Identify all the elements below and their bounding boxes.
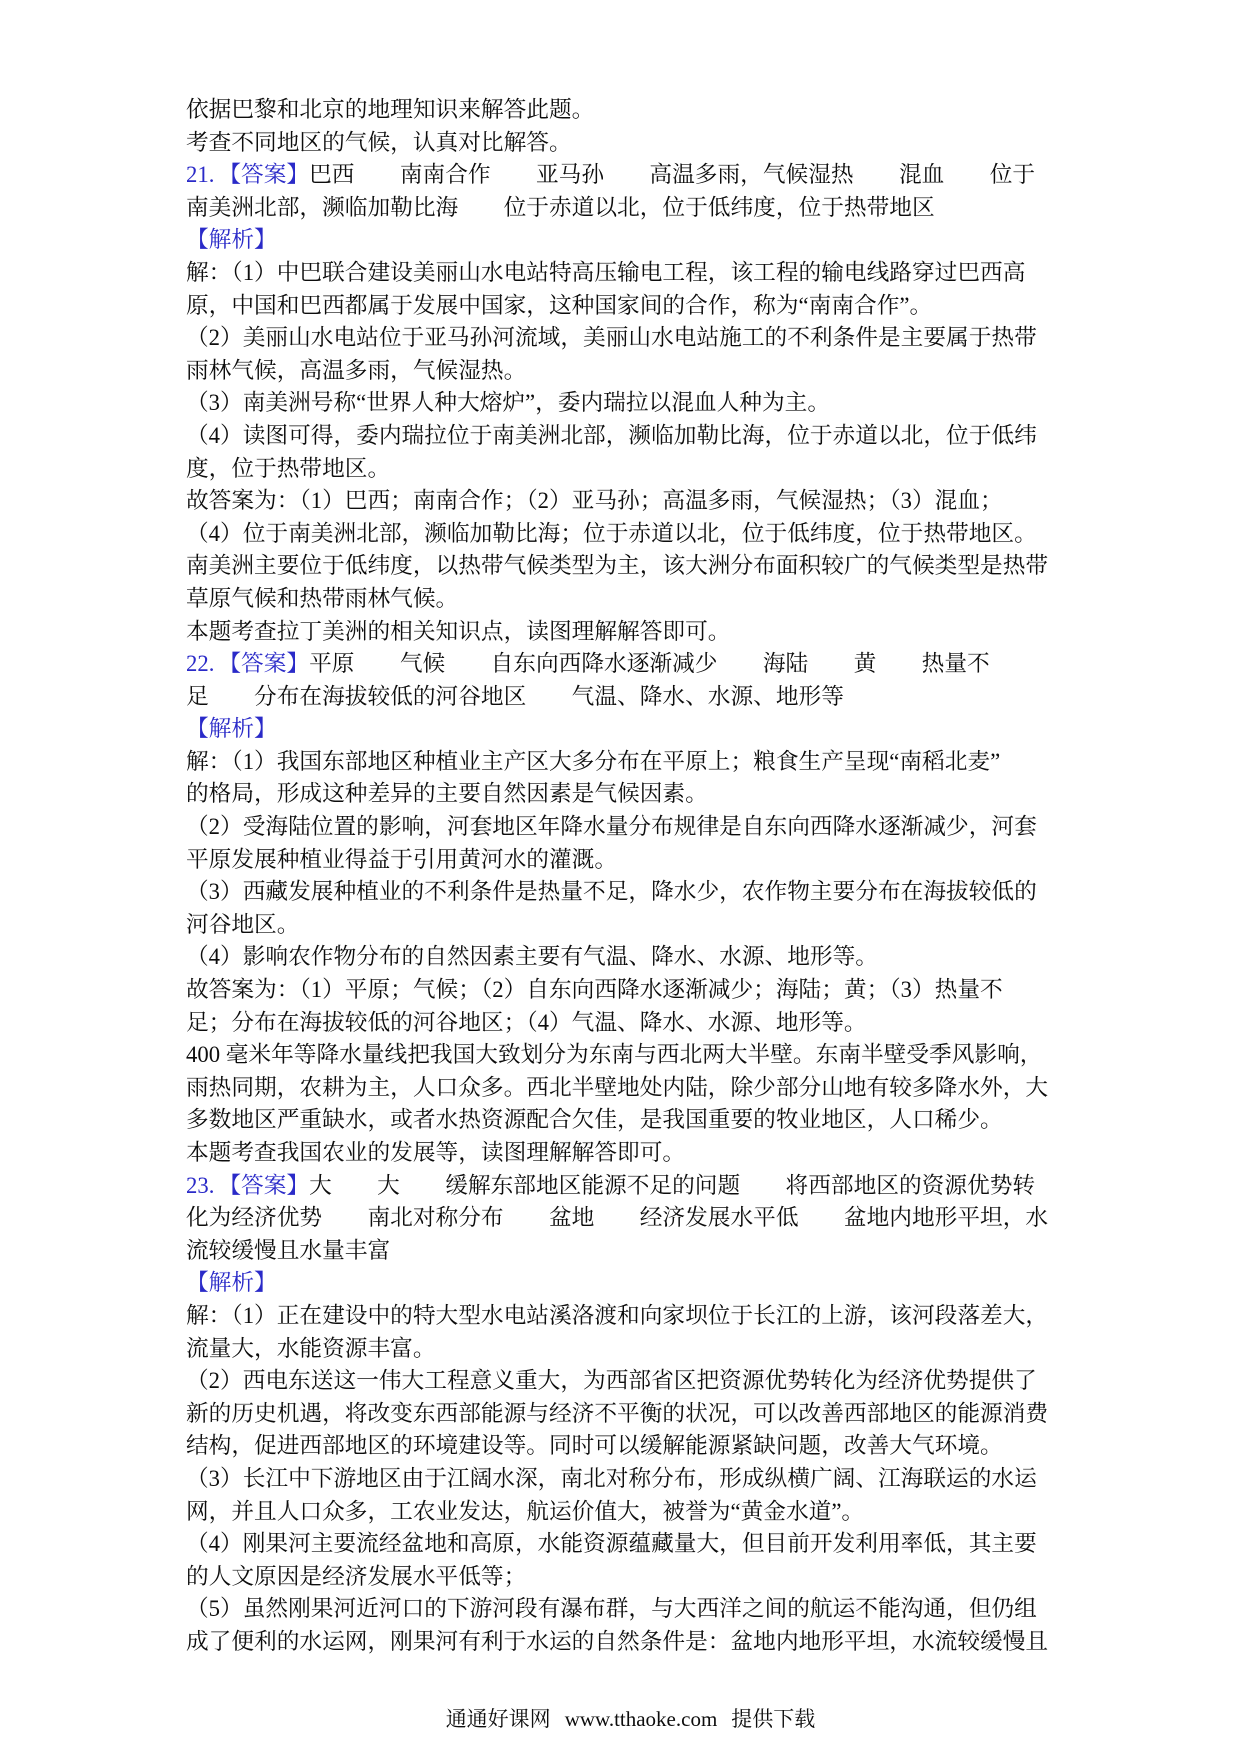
line-text: 流较缓慢且水量丰富 xyxy=(186,1237,391,1263)
answer-label: 【答案】 xyxy=(218,651,310,677)
question-number: 22. xyxy=(186,651,215,677)
line-text: 结构，促进西部地区的环境建设等。同时可以缓解能源紧缺问题，改善大气环境。 xyxy=(186,1433,1003,1459)
line-text: 平原发展种植业得益于引用黄河水的灌溉。 xyxy=(186,846,618,872)
line-text: （4）位于南美洲北部，濒临加勒比海；位于赤道以北，位于低纬度，位于热带地区。 xyxy=(186,520,1037,546)
line-text: 南美洲主要位于低纬度，以热带气候类型为主，该大洲分布面积较广的气候类型是热带 xyxy=(186,553,1049,579)
line-text: 巴西 南南合作 亚马孙 高温多雨，气候湿热 混血 位于 xyxy=(309,162,1036,188)
line-text: （3）西藏发展种植业的不利条件是热量不足，降水少，农作物主要分布在海拔较低的 xyxy=(186,879,1037,905)
line-text: （2）受海陆位置的影响，河套地区年降水量分布规律是自东向西降水逐渐减少，河套 xyxy=(186,814,1037,840)
page-footer xyxy=(186,1678,1054,1754)
analysis-heading xyxy=(186,713,1054,746)
text-line xyxy=(186,1072,1054,1105)
answer-label: 【答案】 xyxy=(218,1172,310,1198)
analysis-heading xyxy=(186,1267,1054,1300)
line-text: （4）影响农作物分布的自然因素主要有气温、降水、水源、地形等。 xyxy=(186,944,878,970)
line-text: 大 大 缓解东部地区能源不足的问题 将西部地区的资源优势转 xyxy=(309,1172,1036,1198)
text-line xyxy=(186,1626,1054,1659)
text-line xyxy=(186,974,1054,1007)
line-text: 本题考查我国农业的发展等，读图理解解答即可。 xyxy=(186,1140,686,1165)
line-text: 解：（1）正在建设中的特大型水电站溪洛渡和向家坝位于长江的上游，该河段落差大， xyxy=(186,1302,1049,1328)
text-line xyxy=(186,746,1054,779)
text-line xyxy=(186,778,1054,811)
text-line xyxy=(186,550,1054,583)
text-line xyxy=(186,453,1054,486)
text-line xyxy=(186,583,1054,616)
question-number: 23. xyxy=(186,1172,215,1198)
text-line xyxy=(186,322,1054,355)
text-line xyxy=(186,257,1054,290)
text-line xyxy=(186,681,1054,714)
line-text: 草原气候和热带雨林气候。 xyxy=(186,585,459,611)
line-text: 平原 气候 自东向西降水逐渐减少 海陆 黄 热量不 xyxy=(309,651,990,677)
line-text: 雨热同期，农耕为主，人口众多。西北半壁地处内陆，除少部分山地有较多降水外，大 xyxy=(186,1074,1049,1100)
text-line xyxy=(186,355,1054,388)
line-text: （4）读图可得，委内瑞拉位于南美洲北部，濒临加勒比海，位于赤道以北，位于低纬 xyxy=(186,422,1037,448)
text-line xyxy=(186,485,1054,518)
answer-line-22 xyxy=(186,648,1054,681)
text-line xyxy=(186,94,1054,127)
line-text: 度，位于热带地区。 xyxy=(186,455,391,481)
line-text: 本题考查拉丁美洲的相关知识点，读图理解解答即可。 xyxy=(186,618,731,644)
text-line xyxy=(186,1300,1054,1333)
question-number: 21. xyxy=(186,162,215,188)
text-line xyxy=(186,1333,1054,1366)
analysis-label: 【解析】 xyxy=(186,1270,277,1296)
line-text: 解：（1）中巴联合建设美丽山水电站特高压输电工程，该工程的输电线路穿过巴西高 xyxy=(186,259,1026,285)
answer-line-23 xyxy=(186,1170,1054,1203)
document-body xyxy=(186,94,1054,1659)
line-text: 解：（1）我国东部地区种植业主产区大多分布在平原上；粮食生产呈现“南稻北麦” xyxy=(186,748,1001,774)
text-line xyxy=(186,1496,1054,1529)
text-line xyxy=(186,1561,1054,1594)
line-text: 流量大，水能资源丰富。 xyxy=(186,1335,436,1361)
line-text: 依据巴黎和北京的地理知识来解答此题。 xyxy=(186,97,595,122)
text-line xyxy=(186,518,1054,551)
line-text: 原，中国和巴西都属于发展中国家，这种国家间的合作，称为“南南合作”。 xyxy=(186,292,933,318)
line-text: 网，并且人口众多，工农业发达，航运价值大，被誉为“黄金水道”。 xyxy=(186,1498,865,1524)
line-text: （2）西电东送这一伟大工程意义重大，为西部省区把资源优势转化为经济优势提供了 xyxy=(186,1368,1037,1394)
line-text: 成了便利的水运网，刚果河有利于水运的自然条件是：盆地内地形平坦，水流较缓慢且 xyxy=(186,1628,1049,1654)
line-text: （5）虽然刚果河近河口的下游河段有瀑布群，与大西洋之间的航运不能沟通，但仍组 xyxy=(186,1596,1037,1622)
footer-url: www.tthaoke.com xyxy=(564,1707,718,1731)
answer-label: 【答案】 xyxy=(218,162,310,188)
footer-download-note: 提供下载 xyxy=(731,1707,816,1731)
footer-site-name: 通通好课网 xyxy=(445,1707,551,1731)
text-line xyxy=(186,1137,1054,1170)
text-line xyxy=(186,1202,1054,1235)
analysis-label: 【解析】 xyxy=(186,227,277,253)
text-line xyxy=(186,616,1054,649)
line-text: 的格局，形成这种差异的主要自然因素是气候因素。 xyxy=(186,781,708,807)
line-text: 新的历史机遇，将改变东西部能源与经济不平衡的状况，可以改善西部地区的能源消费 xyxy=(186,1400,1049,1426)
text-line xyxy=(186,1104,1054,1137)
text-line xyxy=(186,1007,1054,1040)
text-line xyxy=(186,844,1054,877)
text-line xyxy=(186,1528,1054,1561)
text-line xyxy=(186,1039,1054,1072)
text-line xyxy=(186,941,1054,974)
line-text: 考查不同地区的气候，认真对比解答。 xyxy=(186,129,572,155)
text-line xyxy=(186,909,1054,942)
line-text: 多数地区严重缺水，或者水热资源配合欠佳，是我国重要的牧业地区，人口稀少。 xyxy=(186,1107,1003,1133)
line-text: 故答案为：（1）巴西；南南合作；（2）亚马孙；高温多雨，气候湿热；（3）混血； xyxy=(186,488,1003,514)
line-text: 南美洲北部，濒临加勒比海 位于赤道以北，位于低纬度，位于热带地区 xyxy=(186,194,935,220)
line-text: 足；分布在海拔较低的河谷地区；（4）气温、降水、水源、地形等。 xyxy=(186,1009,867,1035)
text-line xyxy=(186,1463,1054,1496)
text-line xyxy=(186,420,1054,453)
line-text: 河谷地区。 xyxy=(186,911,300,937)
analysis-label: 【解析】 xyxy=(186,716,277,742)
text-line xyxy=(186,1593,1054,1626)
line-text: 雨林气候，高温多雨，气候湿热。 xyxy=(186,357,527,383)
line-text: 化为经济优势 南北对称分布 盆地 经济发展水平低 盆地内地形平坦，水 xyxy=(186,1205,1049,1231)
text-line xyxy=(186,192,1054,225)
answer-line-21 xyxy=(186,159,1054,192)
line-text: （3）长江中下游地区由于江阔水深，南北对称分布，形成纵横广阔、江海联运的水运 xyxy=(186,1465,1037,1491)
text-line xyxy=(186,1365,1054,1398)
text-line xyxy=(186,811,1054,844)
text-line xyxy=(186,290,1054,323)
line-text: 的人文原因是经济发展水平低等； xyxy=(186,1563,527,1589)
text-line xyxy=(186,1398,1054,1431)
analysis-heading xyxy=(186,224,1054,257)
line-text: 故答案为：（1）平原；气候；（2）自东向西降水逐渐减少；海陆；黄；（3）热量不 xyxy=(186,977,1003,1003)
line-text: （2）美丽山水电站位于亚马孙河流域，美丽山水电站施工的不利条件是主要属于热带 xyxy=(186,325,1037,351)
text-line xyxy=(186,1235,1054,1268)
text-line xyxy=(186,387,1054,420)
text-line xyxy=(186,876,1054,909)
line-text: 足 分布在海拔较低的河谷地区 气温、降水、水源、地形等 xyxy=(186,683,844,709)
line-text: 400 毫米年等降水量线把我国大致划分为东南与西北两大半壁。东南半壁受季风影响， xyxy=(186,1042,1043,1068)
line-text: （3）南美洲号称“世界人种大熔炉”，委内瑞拉以混血人种为主。 xyxy=(186,390,831,416)
text-line xyxy=(186,127,1054,160)
line-text: （4）刚果河主要流经盆地和高原，水能资源蕴藏量大，但目前开发利用率低，其主要 xyxy=(186,1531,1037,1557)
text-line xyxy=(186,1430,1054,1463)
